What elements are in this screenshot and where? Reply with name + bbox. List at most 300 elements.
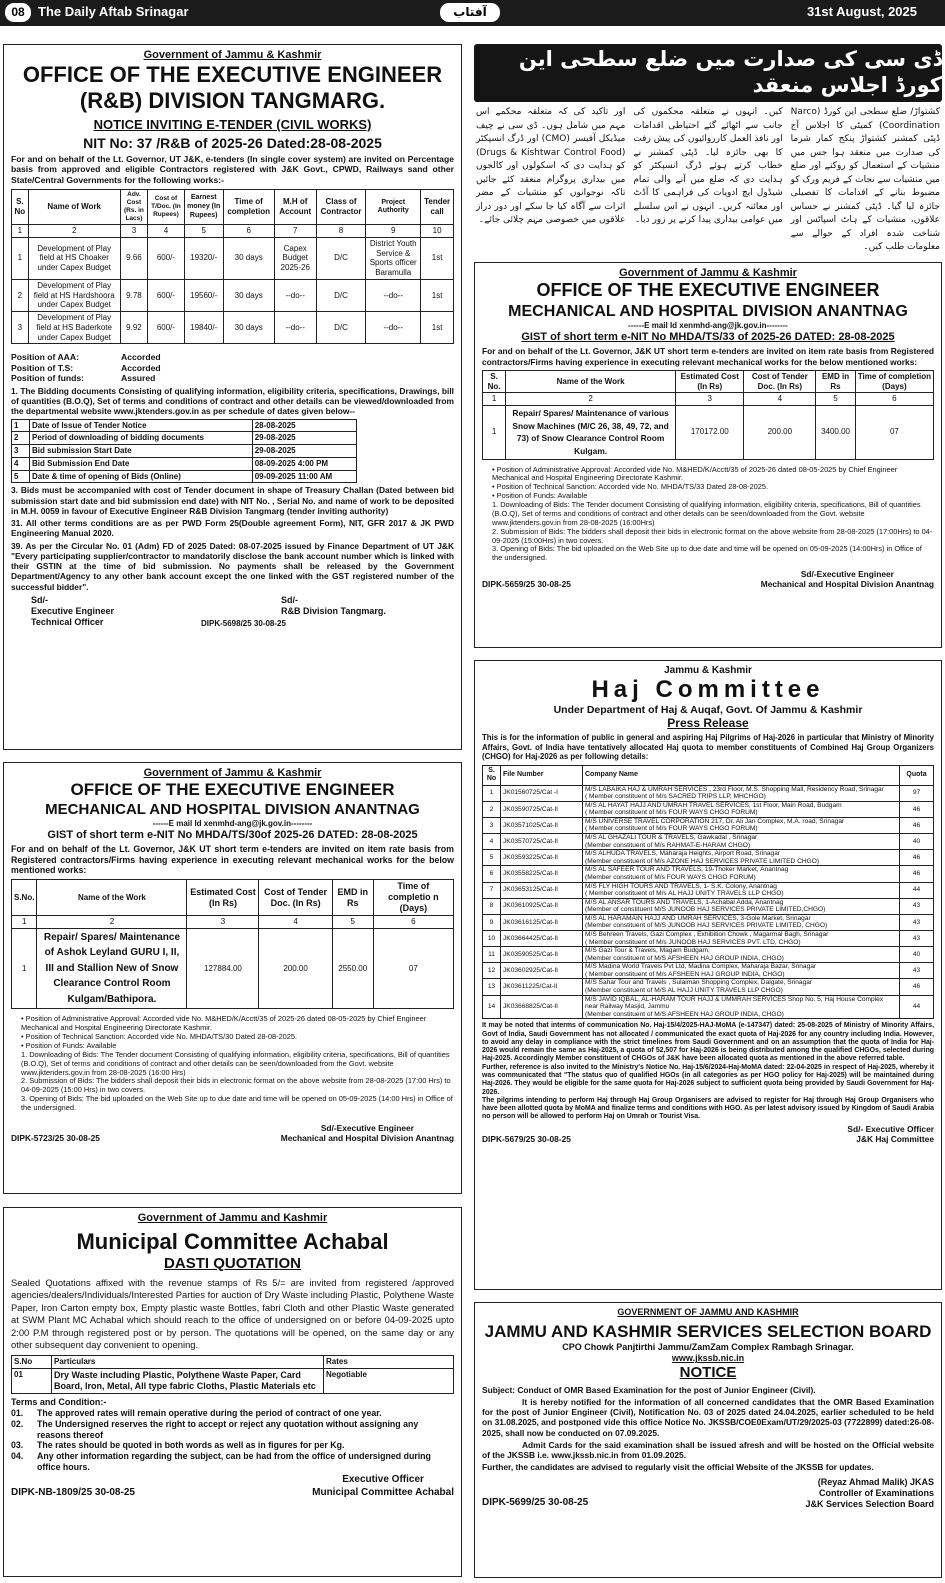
company-name: M/S AL HARAMAIN HAJJ AND UMRAH SERVICES, 3-Gole Market, Srinagar bbox=[585, 914, 811, 922]
member-constituent: (Member constituent of M/s RAHMAT-E-HARAM CHGO) bbox=[585, 841, 751, 849]
company-name: M/S Gazi Tour & Travels, Magam Budgam, bbox=[585, 947, 710, 955]
quota-cell: 43 bbox=[900, 898, 934, 914]
note-funds: Position of Funds: Available bbox=[496, 491, 588, 501]
gist-heading: GIST of short term e-NIT No MHDA/TS/30of 2025-26 DATED: 28-08-2025 bbox=[47, 828, 418, 841]
ad-government: GOVERNMENT OF JAMMU AND KASHMIR bbox=[617, 1307, 799, 1317]
table-header: Name of the Work bbox=[37, 880, 187, 916]
term-number: 02. bbox=[11, 1418, 24, 1429]
page-header bbox=[0, 0, 945, 26]
table-header: Estimated Cost (In Rs) bbox=[676, 370, 744, 393]
signature-block bbox=[11, 595, 454, 629]
signature-block bbox=[11, 1123, 454, 1144]
table-header: Time of completion (Days) bbox=[855, 370, 933, 393]
serial-cell: 4 bbox=[483, 834, 501, 850]
dipk-number: DIPK-5723/25 30-08-25 bbox=[11, 1133, 100, 1144]
file-number-cell: JK03593225/Cat-II bbox=[501, 850, 583, 866]
terms-heading: Terms and Condition:- bbox=[11, 1397, 107, 1408]
table-cell: Negotiable bbox=[324, 1369, 454, 1394]
page-number: 08 bbox=[5, 3, 31, 22]
member-constituent: ( Member constituent of M/s AFSHEEN HAJ GROUP INDIA, CHGO) bbox=[585, 970, 785, 978]
table-header: Particulars bbox=[52, 1356, 324, 1369]
newspaper-name: The Daily Aftab Srinagar bbox=[38, 4, 189, 19]
column-number: 2 bbox=[28, 225, 120, 238]
company-cell bbox=[583, 882, 900, 898]
press-release-haj-committee bbox=[474, 660, 942, 1290]
member-constituent: (Member constituent of M/s AZONE HAJ SERVICES PRIVATE LIMITED CHGO) bbox=[585, 857, 820, 865]
tender-notice-mhda-ts33 bbox=[474, 262, 942, 648]
dipk-number: DIPK-5659/25 30-08-25 bbox=[482, 579, 571, 590]
company-name: M/S Behreen Travels, Gazi Complex , Exhibition Chowk , Magarmal Bagh, Srinagar bbox=[585, 930, 829, 938]
schedule-cell: 3 bbox=[12, 445, 30, 458]
table-header: Cost of T/Doc. (In Rupees) bbox=[148, 190, 184, 225]
file-number-cell: JK03570725/Cat-II bbox=[501, 834, 583, 850]
file-number-cell: JK03611225/Cat-II bbox=[501, 979, 583, 995]
company-cell bbox=[583, 785, 900, 801]
table-cell: Repair/ Spares/ Maintenance of Ashok Leyland GURU I, II, III and Stallion New of Snow Clearance Control Room Kulgam/Bathipora. bbox=[37, 928, 187, 1009]
company-name: M/S AL SAFEER TOUR AND TRAVELS, 19-Thoker Market, Anantnag bbox=[585, 866, 789, 874]
company-name: M/S LABAIKA HAJ & UMRAH SERVICES , 23rd Floor, M.S. Shopping Mall, Residency Road, Srinagar bbox=[585, 785, 884, 793]
sig-office: R&B Division Tangmarg. bbox=[281, 605, 386, 616]
file-number-cell: JK03558225/Cat-II bbox=[501, 866, 583, 882]
table-row bbox=[483, 801, 934, 817]
serial-cell: 6 bbox=[483, 866, 501, 882]
ad-notes: • Position of Administrative Approval: Accorded vide No. M&HED/K/Acctt/35 of 2025-26 dated 08-05-2025 by Chief Engineer Mechanical and Hospital Engineering Directorate Kashmir. • Position of Technical Sanction: Accorded vide No. MHDA/TS/30 Dated 28-08-2025. • Position of Funds: Available 1. Downloading of Bids: The Tender document Consisting of qualifying information, eligibility criteria, specifications, Bill of quantities (B.O.Q), Set of terms and conditions of contract and other details can be seen/downloaded from the Govt. website www.jktenders.gov.in from 28-08-2025 (16:00 Hrs) 2. Submission of Bids: The bidders shall deposit their bids in electronic format on the above website from 28-08-2025 (17:00 Hrs) to 04-09-2025 (15:00 Hrs) in two covers. 3. Opening of Bids: The bid uploaded on the Web Site up to due date and time will be opened on 05-09-2025 (14:00 Hrs) in Office of the undersigned. bbox=[21, 1014, 453, 1113]
urdu-headline-banner bbox=[474, 44, 942, 102]
table-cell: 1st bbox=[421, 237, 454, 279]
ad-government: Jammu & Kashmir bbox=[664, 665, 752, 676]
sig-designation: Sd/-Executive Engineer bbox=[800, 569, 894, 580]
notice-para-1: It is hereby notified for the information of all concerned candidates that the OMR Based Examination for the post of Junior Engineer (Civil), Notification No. 03 of 2025 dated 24.04.2025, earlier scheduled to be held on 31.08.2025, and postponed vide this office Notice No. JKSSB/COE0Exam/UT/29/2025-03 (7722899) dated:26-08-2025, shall now be conducted on 07.09.2025. bbox=[482, 1396, 934, 1438]
ad-email: ------E mail Id xenmhd-ang@jk.gov.in-------- bbox=[152, 818, 313, 828]
sig-designation: Executive Officer bbox=[342, 1474, 424, 1486]
pos-aaa-label: Position of AAA: bbox=[11, 352, 79, 363]
term-item bbox=[11, 1440, 454, 1451]
quota-cell: 43 bbox=[900, 963, 934, 979]
notice-para-3: Further, the candidates are advised to regularly visit the official Website of the JKSSB for updates. bbox=[482, 1462, 874, 1473]
company-cell bbox=[583, 898, 900, 914]
table-header: EMD in Rs bbox=[816, 370, 856, 393]
table-header: Tender call bbox=[421, 190, 454, 225]
company-cell bbox=[583, 834, 900, 850]
sig-office: J&K Services Selection Board bbox=[805, 1498, 934, 1509]
column-number: 1 bbox=[483, 393, 506, 406]
company-name: M/S UNIVERSE TRAVEL CORPORATION 217, Dr. Ali Jan Complex, M.A. road, Srinagar bbox=[585, 817, 845, 825]
signature-block bbox=[482, 1477, 934, 1510]
column-number: 8 bbox=[316, 225, 365, 238]
sd-text-2: Sd/- bbox=[281, 594, 298, 605]
sig-designation: Executive Engineer bbox=[31, 605, 115, 616]
serial-cell: 7 bbox=[483, 882, 501, 898]
note-download: 1. Downloading of Bids: The Tender document Consisting of qualifying information, eligibility criteria, specifications, Bill of quantities (B.O.Q), Set of terms and conditions of contract and other details can be seen/downloaded from the Govt. website www.jktenders.gov.in from 28-08-2025 (16:00Hrs) bbox=[492, 500, 921, 527]
table-cell: 3400.00 bbox=[816, 406, 856, 459]
note-download: 1. Downloading of Bids: The Tender document Consisting of qualifying information, eligibility criteria, specifications, Bill of quantities (B.O.Q), Set of terms and conditions of contract and other details can be seen/downloaded from the Govt. website www.jktenders.gov.in from 28-08-2025 (16:00 Hrs) bbox=[21, 1049, 450, 1077]
table-cell: 1st bbox=[421, 312, 454, 344]
ad-title: OFFICE OF THE EXECUTIVE ENGINEER bbox=[70, 780, 395, 800]
column-number: 3 bbox=[120, 225, 148, 238]
sd-text: Sd/- bbox=[31, 594, 48, 605]
technical-officer: Technical Officer bbox=[31, 616, 104, 627]
ad-title-2: MECHANICAL AND HOSPITAL DIVISION ANANTNAG bbox=[508, 303, 908, 320]
schedule-cell: Date & time of opening of Bids (Online) bbox=[30, 470, 253, 483]
sig-designation: Sd/- Executive Officer bbox=[847, 1123, 934, 1134]
column-number: 4 bbox=[148, 225, 184, 238]
table-cell: 30 days bbox=[223, 237, 274, 279]
table-cell: 07 bbox=[855, 406, 933, 459]
table-cell: Development of Play field at HS Hardshoora under Capex Budget bbox=[28, 279, 120, 311]
ad-title: Municipal Committee Achabal bbox=[76, 1229, 389, 1255]
table-header: Quota bbox=[900, 765, 934, 785]
note-funds: Position of Funds: Available bbox=[25, 1040, 117, 1050]
company-name: M/S AL GHAZALI TOUR & TRAVELS, Gawkadal , Srinagar bbox=[585, 834, 758, 842]
column-number: 4 bbox=[744, 393, 816, 406]
ad-subtitle: Under Department of Haj & Auqaf, Govt. Of Jammu & Kashmir bbox=[553, 703, 863, 716]
table-cell: 07 bbox=[373, 928, 453, 1009]
file-number-cell: JK03668825/Cat-II bbox=[501, 995, 583, 1019]
member-constituent: (Member constituent of M/S JUNOOB HAJ SERVICES PRIVATE LIMITED, CHGO) bbox=[585, 922, 828, 930]
particulars-table bbox=[11, 1355, 454, 1394]
serial-cell: 12 bbox=[483, 963, 501, 979]
ad-title-2: MECHANICAL AND HOSPITAL DIVISION ANANTNAG bbox=[45, 800, 420, 818]
company-cell bbox=[583, 995, 900, 1019]
signature-block bbox=[482, 1124, 934, 1145]
table-cell: 1 bbox=[12, 928, 37, 1009]
company-name: M/S AL ANSAR TOURS AND TRAVELS, 1-Achabal Adda, Anantnag bbox=[585, 898, 784, 906]
table-row bbox=[483, 995, 934, 1019]
serial-cell: 14 bbox=[483, 995, 501, 1019]
table-row bbox=[483, 947, 934, 963]
table-cell: 170172.00 bbox=[676, 406, 744, 459]
quota-cell: 43 bbox=[900, 930, 934, 946]
press-release-heading: Press Release bbox=[667, 716, 749, 731]
member-constituent: ( Member constituent of M/s JUNOOB HAJ SERVICES PVT. LTD, CHGO) bbox=[585, 938, 801, 946]
table-header: EMD in Rs bbox=[332, 880, 373, 916]
serial-cell: 13 bbox=[483, 979, 501, 995]
file-number-cell: JK03616125/Cat-II bbox=[501, 914, 583, 930]
note-opening: 3. Opening of Bids: The bid uploaded on the Web Site up to due date and time will be opened on 05-09-2025 (14:00Hrs) in Office of the undersigned. bbox=[492, 544, 922, 563]
schedule-cell: 28-08-2025 bbox=[252, 419, 356, 432]
table-row bbox=[483, 930, 934, 946]
member-constituent: (Member constituent of M/S AL HAJJ UNITY TRAVELS LLP CHGO) bbox=[585, 987, 783, 995]
condition-39: 39. As per the Circular No. 01 (Adm) FD of 2025 Dated: 08-07-2025 issued by Finance Department of UT J&K "Every participating supplier/contractor to mandatorily disclose the bank account number which is linked with their GSTIN at the time of bid submission. No payments shall be released by the Government Department/Agency to any other bank account except the one linked with the GST registered number of the successful bidder". bbox=[11, 540, 454, 592]
serial-cell: 10 bbox=[483, 930, 501, 946]
serial-cell: 9 bbox=[483, 914, 501, 930]
schedule-cell: 5 bbox=[12, 470, 30, 483]
file-number-cell: JK03602925/Cat-II bbox=[501, 963, 583, 979]
term-text: The rates should be quoted in both words as well as in figures for per Kg. bbox=[37, 1440, 345, 1451]
member-constituent: ( Member constituent of M/s AL HAJJ UNITY TRAVELS LLP CHGO) bbox=[585, 890, 784, 898]
file-number-cell: JK03610925/Cat-II bbox=[501, 898, 583, 914]
company-cell bbox=[583, 850, 900, 866]
table-header: Project Authority bbox=[366, 190, 421, 225]
urdu-column-2: کیں۔ انہوں نے متعلقہ محکموں کی جانب سے اٹھائے گئے احتیاطی اقدامات اور نافذ العمل کارروائیوں کی پیش رفت کا بھی جائزہ لیا۔ ڈپٹی کمشنر نے خطاب کرتے ہوئے ڈرگ انسپکٹر کو ہدایت دی کہ ضلع میں آنے والی تمام شیڈول ایچ ادویات کی فراہمی کا آڈٹ اور معائنہ کریں۔ انہوں نے اس سلسلے میں عوامی بیداری پیدا کرنے پر زور دیا۔ bbox=[633, 107, 783, 225]
quota-cell: 44 bbox=[900, 882, 934, 898]
table-cell: 2550.00 bbox=[332, 928, 373, 1009]
urdu-news-story bbox=[474, 44, 942, 254]
ad-government: Government of Jammu and Kashmir bbox=[137, 1212, 328, 1224]
schedule-cell: Bid submission Start Date bbox=[30, 445, 253, 458]
ad-email: ------E mail Id xenmhd-ang@jk.gov.in-------- bbox=[628, 321, 788, 331]
newspaper-logo bbox=[440, 3, 500, 22]
column-number: 5 bbox=[184, 225, 223, 238]
urdu-headline: ڈی سی کی صدارت میں ضلع سطحی این کورڈ اجلاس منعقد bbox=[518, 47, 942, 97]
table-header: Name of Work bbox=[28, 190, 120, 225]
table-row bbox=[483, 979, 934, 995]
table-cell: --do-- bbox=[366, 312, 421, 344]
dipk-number: DIPK-5698/25 30-08-25 bbox=[201, 618, 286, 628]
terms-list bbox=[11, 1408, 454, 1472]
term-number: 03. bbox=[11, 1440, 24, 1451]
table-cell: --do-- bbox=[274, 312, 316, 344]
schedule-cell: Date of Issue of Tender Notice bbox=[30, 419, 253, 432]
signature-block bbox=[482, 569, 934, 590]
member-constituent: (Member constituent of M/S AFSHEEN HAJ GROUP INDIA, CHGO) bbox=[585, 1010, 784, 1018]
issue-date: 31st August, 2025 bbox=[806, 4, 917, 19]
table-header: Cost of Tender Doc. (In Rs) bbox=[744, 370, 816, 393]
works-table bbox=[11, 879, 454, 1009]
works-table bbox=[482, 370, 934, 460]
table-header: Earnest money (In Rupees) bbox=[184, 190, 223, 225]
schedule-cell: 09-09-2025 11:00 AM bbox=[252, 470, 356, 483]
ad-title: JAMMU AND KASHMIR SERVICES SELECTION BOARD bbox=[484, 1321, 932, 1341]
urdu-column-1: کشتواڑ/ ضلع سطحی این کورڈ (Narco Coordination) کمیٹی کا اجلاس آج ڈپٹی کمشنر کشتواڑ پنکج کمار شرما کی صدارت میں منعقد ہوا جس میں منشیات کے استعمال کو روکنے اور ضلع میں منشیات سے نجات کے فریم ورک کو مضبوط بنانے کے اقدامات کا تفصیلی جائزہ لیا گیا۔ ڈپٹی کمشنر نے حساس علاقوں، منشیات کے ہاٹ اسپاٹس اور شناخت شدہ افراد کے حوالے سے معلومات طلب کیں۔ bbox=[790, 107, 940, 252]
term-text: The Undersigned reserves the right to accept or reject any quotation without assigning any reasons thereof bbox=[37, 1418, 419, 1440]
company-name: M/S Sahar Tour and Travels , Sulaiman Shopping Complex, Dalgate, Srinagar bbox=[585, 979, 813, 987]
schedule-table bbox=[11, 419, 357, 484]
ad-intro: For and on behalf of the Lt. Governor, J&K UT short term e-tenders are invited on item rate basis from Registered contractors/Firms having experience in executing relevant mechanical works for the below mentioned works: bbox=[482, 346, 934, 367]
serial-cell: 5 bbox=[483, 850, 501, 866]
schedule-row bbox=[12, 445, 357, 458]
column-number: 5 bbox=[816, 393, 856, 406]
quota-cell: 44 bbox=[900, 995, 934, 1019]
column-number: 5 bbox=[332, 916, 373, 929]
table-cell: 19840/- bbox=[184, 312, 223, 344]
table-cell: 600/- bbox=[148, 237, 184, 279]
table-header: Rates bbox=[324, 1356, 454, 1369]
schedule-row bbox=[12, 470, 357, 483]
haj-note-3: The pilgrims intending to perform Haj through Haj Group Organisers are advised to register for Haj through Haj Group Organisers who have been allotted quota by MoMA and finalize terms and conditions with HGO. As per latest advisory issued by Kingdom of Saudi Arabia no person will be allowed to perform Haj on Umrah or Tourist Visa. bbox=[482, 1096, 934, 1121]
company-name: M/S JAVID IQBAL, AL-HARAM TOUR HAJJ & UMMRAH SERVICES Shop No. 5, Haj House Complex near Railway Masjid, Jammu bbox=[585, 995, 884, 1011]
ad-notes: • Position of Administrative Approval: Accorded vide No. M&HED/K/Acctt/35 of 2025-26 dated 08-05-2025 by Chief Engineer Mechanical and Hospital Engineering Directorate Kashmir. • Position of Technical Sanction: Accorded vide No. MHDA/TS/33 Dated 28-08-2025. • Position of Funds: Available 1. Downloading of Bids: The Tender document Consisting of qualifying information, eligibility criteria, specifications, Bill of quantities (B.O.Q), Set of terms and conditions of contract and other details can be seen/downloaded from the Govt. website www.jktenders.gov.in from 28-08-2025 (16:00Hrs) 2. Submission of Bids: The bidders shall deposit their bids in electronic format on the above website from 28-08-2025 (17:00Hrs) to 04-09-2025 (15:00Hrs) in two covers. 3. Opening of Bids: The bid uploaded on the Web Site up to due date and time will be opened on 05-09-2025 (14:00Hrs) in Office of the undersigned. bbox=[492, 464, 933, 563]
table-cell: 30 days bbox=[223, 279, 274, 311]
table-cell: 200.00 bbox=[259, 928, 332, 1009]
table-cell: Development of Play field at HS Choaker under Capex Budget bbox=[28, 237, 120, 279]
works-table bbox=[11, 189, 454, 344]
table-row bbox=[483, 914, 934, 930]
company-name: M/S Madina World Travels Pvt Ltd, Madina Complex, Maharaja Bazar, Srinagar bbox=[585, 963, 817, 971]
table-cell: 19320/- bbox=[184, 237, 223, 279]
sig-office: Mechanical and Hospital Division Anantnag bbox=[280, 1133, 454, 1144]
table-row bbox=[12, 237, 454, 279]
ad-title: OFFICE OF THE EXECUTIVE ENGINEER bbox=[536, 280, 880, 301]
table-header: File Number bbox=[501, 765, 583, 785]
table-cell: Capex Budget 2025-26 bbox=[274, 237, 316, 279]
column-number: 2 bbox=[506, 393, 676, 406]
table-cell: Development of Play field at HS Baderkote under Capex Budget bbox=[28, 312, 120, 344]
company-cell bbox=[583, 866, 900, 882]
term-text: Any other information regarding the subject, can be had from the office of undersigned during office hours. bbox=[37, 1450, 431, 1472]
quota-cell: 43 bbox=[900, 914, 934, 930]
serial-cell: 8 bbox=[483, 898, 501, 914]
company-cell bbox=[583, 930, 900, 946]
ad-government: Government of Jammu & Kashmir bbox=[143, 767, 322, 779]
term-item bbox=[11, 1408, 454, 1419]
notice-heading: NOTICE bbox=[679, 1364, 737, 1382]
schedule-row bbox=[12, 457, 357, 470]
table-cell: Repair/ Spares/ Maintenance of various Snow Machines (M/C 26, 38, 49, 72, and 73) of Snow Clearance Control Room Kulgam. bbox=[506, 406, 676, 459]
company-cell bbox=[583, 979, 900, 995]
column-number: 6 bbox=[223, 225, 274, 238]
quota-cell: 46 bbox=[900, 817, 934, 833]
notice-subject: Subject: Conduct of OMR Based Examination for the post of Junior Engineer (Civil). bbox=[482, 1384, 816, 1395]
table-cell: 3 bbox=[12, 312, 29, 344]
serial-cell: 2 bbox=[483, 801, 501, 817]
term-text: The approved rates will remain operative during the period of contract of one year. bbox=[37, 1408, 382, 1419]
sig-office: J&K Haj Committee bbox=[856, 1133, 934, 1144]
pos-ts-label: Position of T.S: bbox=[11, 362, 74, 373]
ad-title: OFFICE OF THE EXECUTIVE ENGINEER bbox=[22, 62, 443, 88]
quotation-mc-achabal bbox=[3, 1207, 462, 1577]
tender-notice-rb-tangmarg bbox=[3, 44, 462, 750]
quota-table bbox=[482, 765, 934, 1020]
schedule-cell: 29-08-2025 bbox=[252, 445, 356, 458]
table-cell: 30 days bbox=[223, 312, 274, 344]
quota-cell: 40 bbox=[900, 947, 934, 963]
schedule-cell: 08-09-2025 4:00 PM bbox=[252, 457, 356, 470]
file-number-cell: JK01560725/Cat -I bbox=[501, 785, 583, 801]
haj-note-2: Further, reference is also invited to the Ministry's Notice No. Haj-15/6/2024-Haj-MoMA dated: 22-04-2025 in respect of Haj-2025, whereby it was communicated that "The status quo of qualified HGOs (in all categories as per HGO policy for Haj-2025) will be maintained during Haj-2026. They would be eligible for the same quota for Haj-2026 subject to sufficient quota being provided by Saudi Government for Haj-2026. bbox=[482, 1063, 934, 1096]
ad-notice-heading: NOTICE INVITING E-TENDER (CIVIL WORKS) bbox=[93, 117, 372, 132]
table-cell: D/C bbox=[316, 279, 365, 311]
quota-cell: 46 bbox=[900, 801, 934, 817]
schedule-cell: 29-08-2025 bbox=[252, 432, 356, 445]
ad-intro: This is for the information of public in general and aspiring Haj Pilgrims of Haj-2026 in particular that Ministry of Minority Affairs, Govt. of India have tentatively allocated Haj quota to member constituents of Combined Haj Group Organizers (CHGO) for Haj-2026 as per following details: bbox=[482, 733, 934, 761]
note-ts: Position of Technical Sanction: Accorded vide No. MHDA/TS/33 Dated 28-08-2025. bbox=[496, 482, 769, 492]
table-header: Estimated Cost (In Rs) bbox=[187, 880, 259, 916]
column-number: 4 bbox=[259, 916, 332, 929]
table-header: S. No. bbox=[483, 370, 506, 393]
table-cell: --do-- bbox=[274, 279, 316, 311]
quota-cell: 97 bbox=[900, 785, 934, 801]
table-row bbox=[483, 882, 934, 898]
urdu-columns bbox=[474, 106, 942, 254]
quota-cell: 40 bbox=[900, 834, 934, 850]
pos-funds-label: Position of funds: bbox=[11, 373, 85, 384]
table-header: S.No. bbox=[12, 880, 37, 916]
company-cell bbox=[583, 817, 900, 833]
table-cell: --do-- bbox=[366, 279, 421, 311]
urdu-column-3: اور تاکید کی کہ متعلقہ محکمے اس مہم میں شامل ہوں۔ ڈی سی نے چیف میڈیکل آفیسر (CMO) اور ڈرگ انسپکٹر (Drugs & Kishtwar Control Food) کو ہدایت دی کہ اسکولوں اور کالجوں میں بیداری پروگرام منعقد کئے جائیں تاکہ نوجوانوں کو منشیات کے مضر اثرات سے آگاہ کیا جا سکے اور دور دراز علاقوں میں خصوصی مہم چلائی جائے۔ bbox=[476, 107, 626, 225]
table-cell: Dry Waste including Plastic, Polythene Waste Paper, Card Board, Iron, Metal, All type fabric Cloths, Plastic Materials etc bbox=[52, 1369, 324, 1394]
notice-jkssb bbox=[474, 1302, 942, 1578]
ad-body: Sealed Quotations affixed with the revenue stamps of Rs 5/= are invited from registered /approved agencies/dealers/Individuals/Interested Parties for auction of Dry Waste including Plastic, Polythene Waste Paper, Iron Carton empty box, Empty plastic waste Bottles, fabri Cloth and other Plastic Waste generated at SWM Plant MC Achabal which should reach to the office of undersigned on or before 04-09-2025 upto 2:00 P.M through registered post or by person. The quotations will be opened, on the same day or any other subsequent day convenient to opening. bbox=[11, 1277, 454, 1351]
sig-designation: Sd/-Executive Engineer bbox=[320, 1122, 414, 1133]
ad-government: Government of Jammu & Kashmir bbox=[143, 49, 322, 61]
condition-3: 3. Bids must be accompanied with cost of Tender document in shape of Treasury Challan (Dated between bid submission start date and bid submission end date) with NIT No. , Serial No. and name of work to be deposited in M.H. 0059 in favour of Executive Engineer R&B Division Tangmarg (tender inviting authority) bbox=[11, 485, 454, 516]
company-cell bbox=[583, 914, 900, 930]
company-cell bbox=[583, 947, 900, 963]
ad-website: www.jkssb.nic.in bbox=[671, 1353, 745, 1364]
ad-intro: For and on behalf of the Lt. Governor, UT J&K, e-tenders (In single cover system) are invited on Percentage basis from approved and eligible Contractors registered with J&K Govt., CPWD, Railways sand other State/Central Governments for the following works:- bbox=[11, 153, 454, 185]
serial-cell: 11 bbox=[483, 947, 501, 963]
quota-cell: 46 bbox=[900, 850, 934, 866]
column-number: 3 bbox=[187, 916, 259, 929]
dipk-number: DIPK-5699/25 30-08-25 bbox=[482, 1497, 589, 1509]
note-opening: 3. Opening of Bids: The bid uploaded on the Web Site up to due date and time will be opened on 05-09-2025 (14:00 Hrs) in Office of the undersigned. bbox=[21, 1094, 453, 1113]
member-constituent: ( Member constituent of M/s FOUR WAYS CHGO FORUM) bbox=[585, 825, 758, 833]
logo-text: آفتاب bbox=[453, 5, 487, 19]
table-header: Class of Contractor bbox=[316, 190, 365, 225]
column-number: 1 bbox=[12, 916, 37, 929]
column-number: 1 bbox=[12, 225, 29, 238]
table-header: Time of completion bbox=[223, 190, 274, 225]
condition-1: 1. The Bidding documents Consisting of qualifying information, eligibility criteria, specifications, Drawings, bill of quantities (B.O.Q), Set of terms and conditions of contract and other details can be viewed/downloaded from the departmental website www.jktenders.gov.in as per schedule of dates given below-- bbox=[11, 385, 454, 417]
column-number: 6 bbox=[373, 916, 453, 929]
table-cell: 19560/- bbox=[184, 279, 223, 311]
table-cell: D/C bbox=[316, 237, 365, 279]
tender-notice-mhda-ts30 bbox=[3, 762, 462, 1194]
note-aa: Position of Administrative Approval: Accorded vide No. M&HED/K/Acctt/35 of 2025-26 dated 08-05-2025 by Chief Engineer Mechanical and Hospital Engineering Directorate Kashmir. bbox=[21, 1014, 427, 1033]
schedule-row bbox=[12, 419, 357, 432]
ad-title-2: (R&B) DIVISION TANGMARG. bbox=[79, 87, 386, 113]
positions bbox=[11, 352, 454, 383]
table-cell: 01 bbox=[12, 1369, 52, 1394]
note-aa: Position of Administrative Approval: Accorded vide No. M&HED/K/Acctt/35 of 2025-26 dated 08-05-2025 by Chief Engineer Mechanical and Hospital Engineering Directorate Kashmir. bbox=[492, 464, 898, 483]
ad-address: CPO Chowk Panjtirthi Jammu/ZamZam Complex Rambagh Srinagar. bbox=[562, 1342, 854, 1353]
column-number: 9 bbox=[366, 225, 421, 238]
sig-name: (Reyaz Ahmad Malik) JKAS bbox=[817, 1476, 934, 1487]
signature-block bbox=[11, 1474, 454, 1498]
column-number: 6 bbox=[855, 393, 933, 406]
table-row bbox=[483, 817, 934, 833]
sig-office: Municipal Committee Achabal bbox=[312, 1486, 454, 1498]
company-name: M/S AL HAYAT HAJJ AND UMRAH TRAVEL SERVICES, 1st Floor, Main Road, Budgam bbox=[585, 801, 842, 809]
table-row bbox=[483, 866, 934, 882]
table-row bbox=[12, 312, 454, 344]
table-cell: 1st bbox=[421, 279, 454, 311]
table-header: Name of the Work bbox=[506, 370, 676, 393]
serial-cell: 3 bbox=[483, 817, 501, 833]
table-cell: 600/- bbox=[148, 279, 184, 311]
schedule-cell: Bid Submission End Date bbox=[30, 457, 253, 470]
table-header: M.H of Account bbox=[274, 190, 316, 225]
table-row bbox=[483, 834, 934, 850]
table-cell: 2 bbox=[12, 279, 29, 311]
column-number: 10 bbox=[421, 225, 454, 238]
table-cell: 9.92 bbox=[120, 312, 148, 344]
column-number: 3 bbox=[676, 393, 744, 406]
dipk-number: DIPK-5679/25 30-08-25 bbox=[482, 1133, 571, 1144]
schedule-cell: 1 bbox=[12, 419, 30, 432]
table-row bbox=[483, 785, 934, 801]
company-name: M/S ALHUDA TRAVELS, Maharaja Heights, Airport Road, Srinagar bbox=[585, 850, 781, 858]
note-ts: Position of Technical Sanction: Accorded vide No. MHDA/TS/30 Dated 28-08-2025. bbox=[25, 1032, 298, 1042]
table-cell: D/C bbox=[316, 312, 365, 344]
sig-office: Mechanical and Hospital Division Anantnag bbox=[760, 579, 934, 590]
column-number: 2 bbox=[37, 916, 187, 929]
table-cell: 9.66 bbox=[120, 237, 148, 279]
term-number: 01. bbox=[11, 1408, 24, 1419]
quota-cell: 46 bbox=[900, 866, 934, 882]
column-number: 7 bbox=[274, 225, 316, 238]
table-cell: 9.78 bbox=[120, 279, 148, 311]
table-header: S. No bbox=[483, 765, 501, 785]
table-cell: District Youth Service & Sports officer Baramulla bbox=[366, 237, 421, 279]
term-item bbox=[11, 1451, 454, 1472]
file-number-cell: JK03590525/Cat-II bbox=[501, 947, 583, 963]
table-header: Adv. Cost (Rs. in Lacs) bbox=[120, 190, 148, 225]
table-row bbox=[12, 279, 454, 311]
nit-number: NIT No: 37 /R&B of 2025-26 Dated:28-08-2025 bbox=[83, 134, 382, 151]
